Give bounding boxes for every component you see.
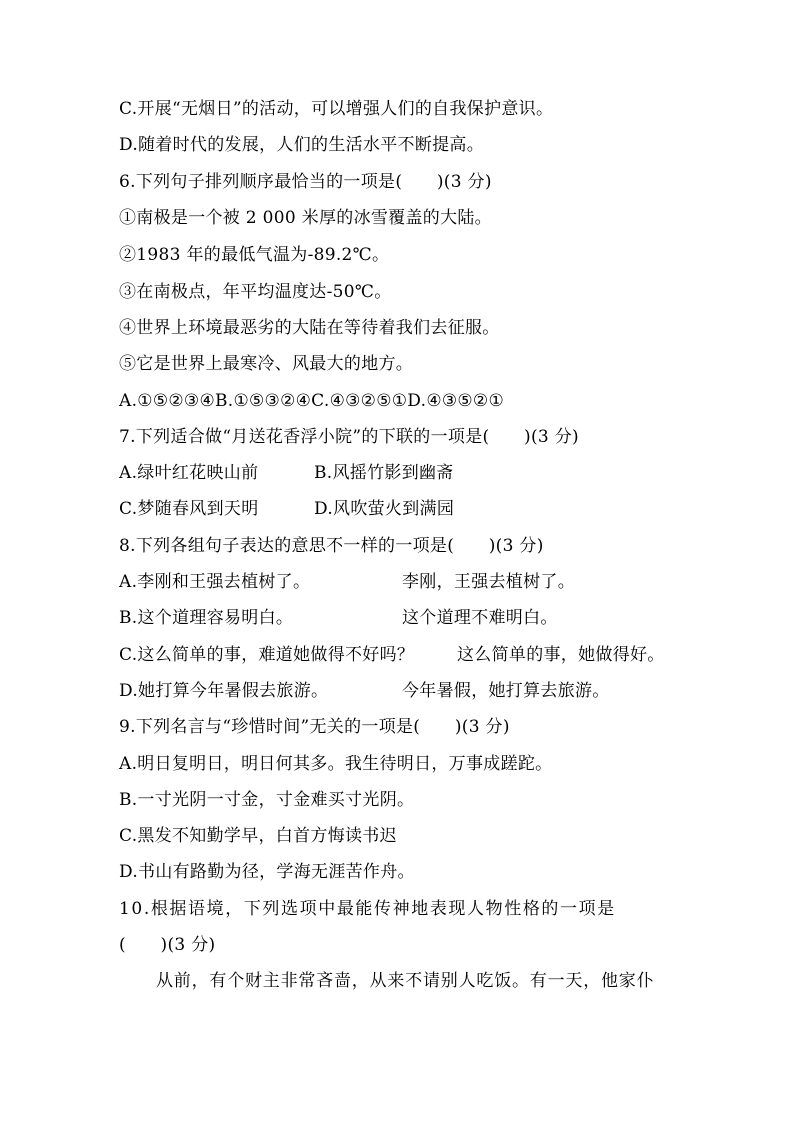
q9-option-d: D.书山有路勤为径，学海无涯苦作舟。 (119, 862, 415, 882)
q9-title: 9.下列名言与“珍惜时间”无关的一项是( )(3 分) (119, 717, 510, 737)
q8-option-a-left: A.李刚和王强去植树了。 (119, 572, 311, 592)
q8-option-a-right: 李刚，王强去植树了。 (402, 572, 575, 592)
q6-sentence-1: ①南极是一个被 2 000 米厚的冰雪覆盖的大陆。 (119, 208, 492, 228)
q9-option-a: A.明日复明日，明日何其多。我生待明日，万事成蹉跎。 (119, 754, 553, 774)
q10-title-continued: ( )(3 分) (119, 935, 216, 955)
q7-option-b: B.风摇竹影到幽斋 (314, 463, 454, 483)
q6-sentence-4: ④世界上环境最恶劣的大陆在等待着我们去征服。 (119, 318, 500, 338)
q7-option-c: C.梦随春风到天明 (119, 499, 259, 519)
q8-option-b-left: B.这个道理容易明白。 (119, 608, 294, 628)
q8-options-row-a (119, 571, 575, 593)
q8-option-c-right: 这么简单的事，她做得好。 (457, 645, 665, 665)
q8-option-b-right: 这个道理不难明白。 (402, 608, 558, 628)
q8-option-d-left: D.她打算今年暑假去旅游。 (119, 681, 329, 701)
q8-option-d-right: 今年暑假，她打算去旅游。 (402, 681, 610, 701)
q7-option-a: A.绿叶红花映山前 (119, 463, 259, 483)
q5-option-d: D.随着时代的发展，人们的生活水平不断提高。 (119, 135, 485, 155)
q10-title: 10.根据语境，下列选项中最能传神地表现人物性格的一项是 (119, 899, 616, 919)
q8-title: 8.下列各组句子表达的意思不一样的一项是( )(3 分) (119, 536, 544, 556)
q8-options-row-c (119, 644, 665, 666)
q6-sentence-5: ⑤它是世界上最寒冷、风最大的地方。 (119, 354, 414, 374)
q6-sentence-2: ②1983 年的最低气温为-89.2℃。 (119, 245, 390, 265)
q8-options-row-d (119, 680, 610, 702)
q9-option-c: C.黑发不知勤学早，白首方悔读书迟 (119, 826, 397, 846)
q10-passage: 从前，有个财主非常吝啬，从来不请别人吃饭。有一天，他家仆 (156, 971, 655, 991)
q7-options-row-2 (119, 498, 455, 520)
q6-title: 6.下列句子排列顺序最恰当的一项是( )(3 分) (119, 172, 492, 192)
q7-options-row-1 (119, 462, 454, 484)
q5-option-c: C.开展“无烟日”的活动，可以增强人们的自我保护意识。 (119, 99, 554, 119)
q8-options-row-b (119, 607, 558, 629)
q8-option-c-left: C.这么简单的事，难道她做得不好吗？ (119, 645, 415, 665)
q6-sentence-3: ③在南极点，年平均温度达-50℃。 (119, 282, 392, 302)
q6-options: A.①⑤②③④B.①⑤③②④C.④③②⑤①D.④③⑤②① (119, 391, 505, 411)
q9-option-b: B.一寸光阴一寸金，寸金难买寸光阴。 (119, 790, 415, 810)
q7-title: 7.下列适合做“月送花香浮小院”的下联的一项是( )(3 分) (119, 427, 579, 447)
q7-option-d: D.风吹萤火到满园 (314, 499, 455, 519)
